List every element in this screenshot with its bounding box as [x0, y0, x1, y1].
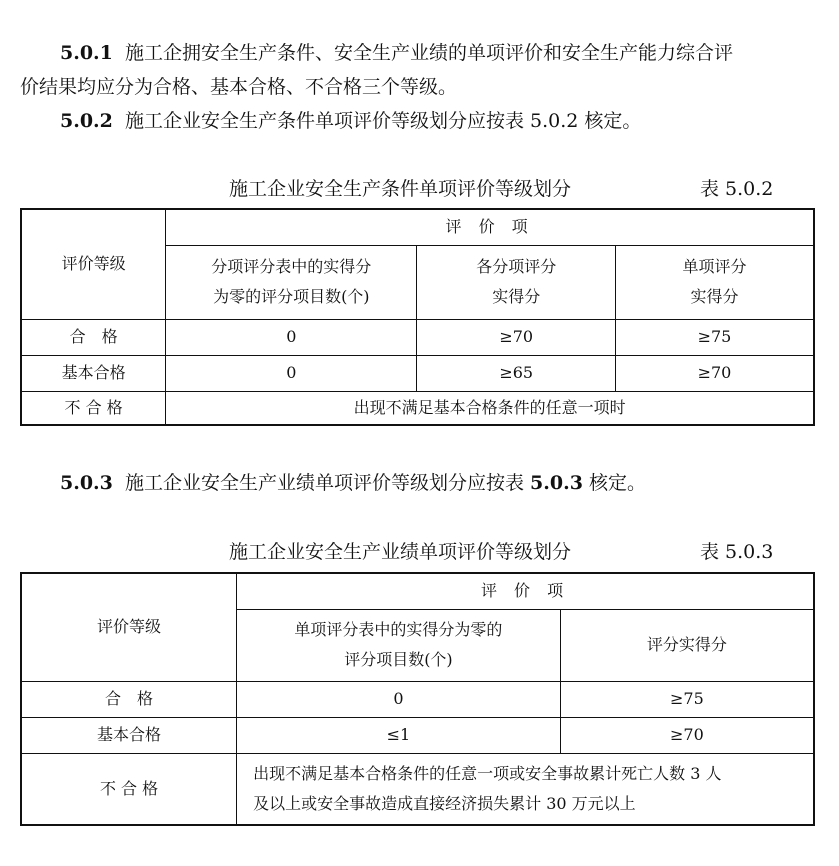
value-cell: 0 — [237, 681, 561, 717]
value-cell: ≤1 — [237, 717, 561, 753]
value-cell: 0 — [166, 355, 417, 391]
grade-cell: 基本合格 — [21, 355, 166, 391]
clause-5-0-2 — [20, 104, 819, 138]
table-5-0-2 — [20, 208, 815, 426]
table-row — [21, 355, 814, 391]
clause-5-0-1 — [20, 36, 819, 104]
col-header-2: 评分实得分 — [560, 609, 814, 681]
table-5-0-3 — [20, 572, 815, 826]
table-row — [21, 319, 814, 355]
clause-text-end: 核定。 — [582, 472, 646, 494]
grade-header: 评价等级 — [21, 573, 237, 681]
col-header-2: 各分项评分 实得分 — [417, 245, 616, 319]
value-cell: ≥70 — [615, 355, 814, 391]
value-cell: ≥70 — [560, 717, 814, 753]
grade-cell: 基本合格 — [21, 717, 237, 753]
grade-cell: 不 合 格 — [21, 753, 237, 825]
clause-number: 5.0.2 — [60, 110, 113, 132]
fail-cell: 出现不满足基本合格条件的任意一项或安全事故累计死亡人数 3 人 及以上或安全事故造成直接经济损失累计 30 万元以上 — [237, 753, 814, 825]
items-header: 评 价 项 — [237, 573, 814, 609]
table1-caption: 施工企业安全生产条件单项评价等级划分 — [229, 178, 572, 200]
grade-cell: 合 格 — [21, 319, 166, 355]
table2-caption: 施工企业安全生产业绩单项评价等级划分 — [229, 541, 572, 563]
clause-text-cont: 价结果均应分为合格、基本合格、不合格三个等级。 — [20, 76, 458, 98]
col-header-1: 分项评分表中的实得分 为零的评分项目数(个) — [166, 245, 417, 319]
clause-text: 施工企拥安全生产条件、安全生产业绩的单项评价和安全生产能力综合评 — [124, 42, 733, 64]
clause-text: 施工企业安全生产条件单项评价等级划分应按表 5.0.2 核定。 — [124, 110, 642, 132]
clause-number: 5.0.3 — [60, 472, 113, 494]
col-header-1: 单项评分表中的实得分为零的 评分项目数(个) — [237, 609, 561, 681]
value-cell: ≥65 — [417, 355, 616, 391]
grade-cell: 不 合 格 — [21, 391, 166, 425]
col-header-3: 单项评分 实得分 — [615, 245, 814, 319]
table-row — [21, 391, 814, 425]
table-row — [21, 681, 814, 717]
value-cell: ≥75 — [615, 319, 814, 355]
value-cell: ≥70 — [417, 319, 616, 355]
clause-5-0-3 — [20, 466, 819, 500]
table1-number: 表 5.0.2 — [700, 178, 774, 200]
table-reference: 5.0.3 — [530, 472, 583, 494]
grade-cell: 合 格 — [21, 681, 237, 717]
clause-number: 5.0.1 — [60, 42, 113, 64]
table2-number: 表 5.0.3 — [700, 541, 774, 563]
fail-cell: 出现不满足基本合格条件的任意一项时 — [166, 391, 814, 425]
clause-text: 施工企业安全生产业绩单项评价等级划分应按表 — [124, 472, 531, 494]
table-row — [21, 753, 814, 825]
items-header: 评 价 项 — [166, 209, 814, 245]
grade-header: 评价等级 — [21, 209, 166, 319]
value-cell: 0 — [166, 319, 417, 355]
table-row — [21, 717, 814, 753]
value-cell: ≥75 — [560, 681, 814, 717]
